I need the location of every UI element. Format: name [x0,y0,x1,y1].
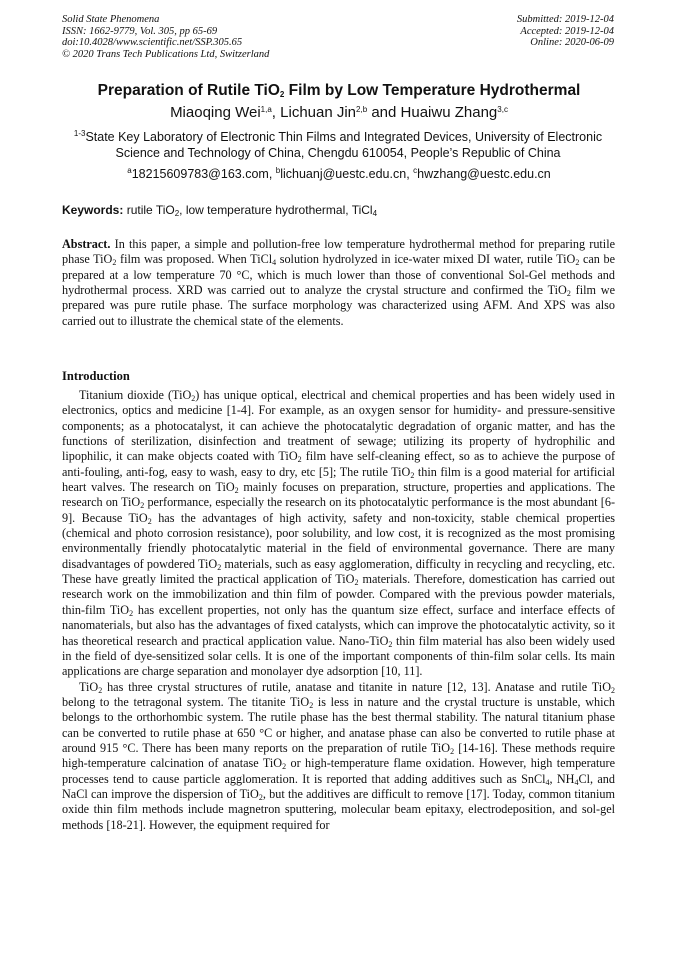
keyword-subscript: 2 [174,209,180,218]
paragraph-text: film have self-cleaning effect, so as to achieve the purpose of anti-fouling, anti-fog, easy to wash, easy to dry, etc [5]; The rutile TiO [62,449,616,479]
subscript: 2 [98,685,103,695]
keyword-text: rutile TiO [123,203,175,217]
paragraph-text: ) has unique optical, electrical and chemical properties and has been widely used in electronics, optics and medicine [1-4]. For example, as an oxygen sensor for humidity- and pressure-sensitive components; as a photocatalyst, it can achieve the photocatalytic degradation of organic matter, and has the functions of sterilization, disinfection and treatment of sewage; utilizing its property of hydrophilic and lipophilic, it can make objects coated with TiO [62,388,615,464]
paragraph-text: TiO [79,679,99,694]
title-part: Film by Low Temperature Hydrothermal [284,82,581,99]
paragraph-text: , NH [549,771,575,786]
journal-header [62,14,269,60]
subscript: 2 [297,455,302,465]
paragraph-text: has the advantages of high activity, safety and non-toxicity, stable chemical properties (chemical and photo corrosion resistance), poor solubility, and low cost, it is recognized as the most promising environmentally friendly photocatalytic material in the field of environmental governance. There are many disadvantages of powdered TiO [62,510,615,571]
subscript: 2 [282,762,287,772]
abstract-text: solution hydrolyzed in ice-water mixed DI water, rutile TiO [276,252,576,267]
paragraph-text: materials. Therefore, domestication has carried out research work on the immobilization and thin film of powder. Compared with the previous powder materials, thin-film TiO [62,572,615,617]
abstract-text: film was proposed. When TiCl [116,252,273,267]
subscript: 2 [191,394,196,403]
keyword-text: , low temperature hydrothermal, TiCl [179,203,373,217]
abstract-text: film we prepared was pure rutile phase. The surface morphology was characterized using AFM. And XPS was also carried out to illustrate the chemical state of the elements. [62,283,615,328]
journal-name: Solid State Phenomena [62,14,160,25]
paragraph [62,680,615,833]
affiliation-line [62,130,614,146]
keywords [62,203,614,217]
email-sup: c [413,166,418,175]
dates-header [517,14,614,49]
paragraph-text: belong to the tetragonal system. The titanite TiO [62,694,310,709]
email-sup: b [275,166,281,175]
title-subscript: 2 [279,90,285,99]
subscript: 2 [112,258,117,268]
title-part: Preparation of Rutile TiO [97,82,280,99]
keywords-label: Keywords: [62,203,124,217]
paragraph-text: , but the additives are difficult to remove [17]. Today, common titanium oxide thin film methods include magnetron sputtering, molecular beam epitaxy, electrodeposition, and sol-gel methods [18-21]. However, the equipment required for [62,786,615,832]
subscript: 4 [545,777,550,787]
subscript: 2 [566,289,571,299]
subscript: 2 [575,258,580,268]
subscript: 2 [258,792,263,802]
subscript: 2 [309,700,314,710]
author-name: Huaiwu Zhang [400,104,498,121]
paragraph-text: has three crystal structures of rutile, anatase and titanite in nature [12, 13]. Anatase and rutile TiO [102,679,611,694]
author-name: Miaoqing Wei [170,104,261,121]
email-address[interactable]: hwzhang@uestc.edu.cn [417,167,551,181]
paragraph-text: materials, such as easy agglomeration, difficulty in recycling and recycling, etc. These have greatly limited the practical application of TiO [62,556,615,587]
online-date: Online: 2020-06-09 [530,37,614,48]
issn-line: ISSN: 1662-9779, Vol. 305, pp 65-69 [62,25,218,37]
paragraph-text: or high-temperature flame oxidation. However, high temperature processes tend to cause particle agglomeration. It is reported that adding additives such as SnCl [62,756,615,786]
affiliation-sup: 1-3 [73,129,86,138]
affiliation-text: State Key Laboratory of Electronic Thin Films and Integrated Devices, University of Electronic [85,130,603,144]
author-separator: and [371,104,401,121]
paragraph-text: Cl, and NaCl can improve the dispersion of TiO [62,771,615,801]
subscript: 2 [611,685,615,695]
email-sup: a [127,166,132,175]
paragraph-text: Titanium dioxide (TiO [79,388,192,402]
keyword-subscript: 4 [372,209,378,218]
author-affil-sup: 3,c [497,105,508,114]
author-name: Lichuan Jin [280,104,357,121]
subscript: 4 [574,777,579,787]
affiliation-line: Science and Technology of China, Chengdu 610054, People’s Republic of China [115,145,561,160]
subscript: 2 [234,486,239,496]
email-list: $^a$18215609783@163.com, $^b$lichuanj@uestc.edu.cn, $^c$hwzhang@uestc.edu.cn [127,166,551,181]
subscript: 4 [272,258,277,268]
subscript: 2 [217,562,222,572]
submitted-date: Submitted: 2019-12-04 [516,14,614,25]
doi-line: doi:10.4028/www.scientific.net/SSP.305.65 [62,37,243,48]
paragraph-text: mainly focuses on preparation, structure, properties and applications. The research on TiO [62,480,615,510]
section-heading-introduction: Introduction [62,369,130,383]
paragraph-text: thin film is a good material for artificial heart valves. The research on TiO [62,464,615,495]
subscript: 2 [450,746,455,756]
paragraph-text: performance, especially the research on its photocatalytic performance is the most abundant [6-9]. Because TiO [62,495,616,525]
paragraph-text: thin film material has also been widely used in the field of dye-sensitized solar cells. It is one of the important components of thin-film solar cells. Its main applications are charge separation and monolayer dye adsorption [10, 11]. [62,633,615,679]
author-separator: , [271,104,281,121]
copyright-line: © 2020 Trans Tech Publications Ltd, Switzerland [62,48,270,60]
abstract [62,237,615,329]
email-address[interactable]: lichuanj@uestc.edu.cn [280,167,407,181]
subscript: 2 [354,578,359,588]
introduction-body [62,388,615,833]
accepted-date: Accepted: 2019-12-04 [520,25,614,37]
paragraph-text: is less in nature and the crystal tructure is unstable, which belongs to the orthorhombic system. The rutile phase has the best thermal stability. The natural titanium phase can be converted to rutile phase at 650 °C or higher, and anatase phase can also be converted to rutile phase at around 915 °C. There has been many reports on the preparation of rutile TiO [62,694,615,755]
author-affil-sup: 2,b [356,105,368,114]
abstract-text: In this paper, a simple and pollution-free low temperature hydrothermal method for preparing rutile phase TiO [62,237,615,267]
subscript: 2 [388,639,393,649]
author-affil-sup: 1,a [260,105,272,114]
paragraph [62,388,615,680]
abstract-text: can be prepared at a low temperature 70 °C, which is much lower than those of conventional Sol-Gel methods and hydrothermal process. XRD was carried out to analyze the crystal structure and confirmed the TiO [62,252,616,298]
subscript: 2 [129,608,134,618]
subscript: 2 [147,516,152,526]
paper-title [40,82,638,100]
subscript: 2 [140,501,145,511]
abstract-label: Abstract. [62,237,111,251]
paragraph-text: [14-16]. These methods require high-temperature calcination of anatase TiO [62,740,615,771]
author-list [40,104,638,121]
paragraph-text: has excellent properties, not only has the quantum size effect, surface and interface effects of nanomaterials, but also has the advantages of fixed catalysts, which can improve the photocatalytic activity, so it has theoretical research and practical application value. Nano-TiO [62,602,615,648]
email-address[interactable]: 18215609783@163.com [131,167,269,181]
subscript: 2 [410,470,415,480]
affiliation [62,130,614,161]
